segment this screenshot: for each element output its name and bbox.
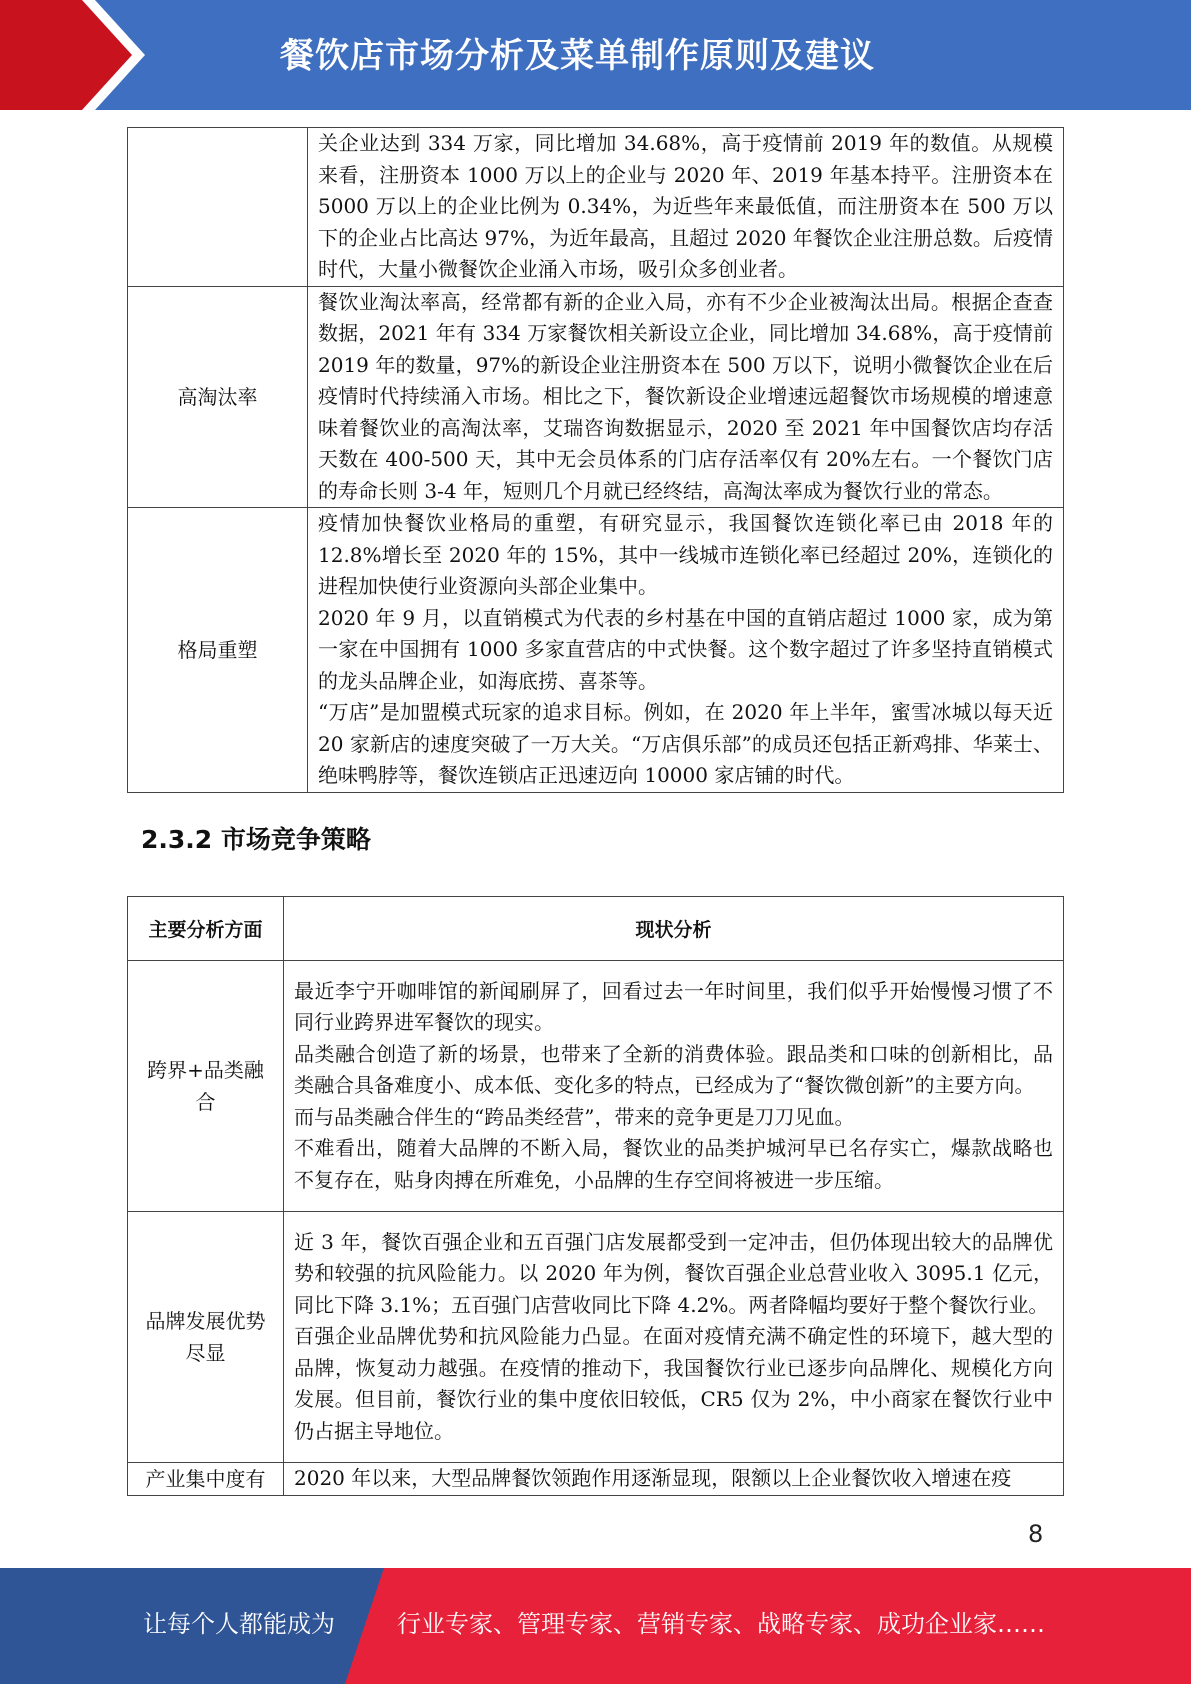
table-row [128, 128, 1064, 287]
content-paragraph: 2020 年以来，大型品牌餐饮领跑作用逐渐显现，限额以上企业餐饮收入增速在疫 [294, 1466, 1012, 1491]
content-paragraph: 百强企业品牌优势和抗风险能力凸显。在面对疫情充满不确定性的环境下，越大型的品牌，恢复动力越强。在疫情的推动下，我国餐饮行业已逐步向品牌化、规模化方向发展。但目前，餐饮行业的集中度依旧较低，CR5 仅为 2%，中小商家在餐饮行业中仍占据主导地位。 [294, 1324, 1053, 1443]
page-header [0, 0, 1191, 110]
row-content [284, 1463, 1064, 1496]
row-content [308, 508, 1064, 793]
table-row [128, 1212, 1064, 1463]
section-heading: 2.3.2 市场竞争策略 [141, 825, 371, 854]
content-paragraph: 最近李宁开咖啡馆的新闻刷屏了，回看过去一年时间里，我们似乎开始慢慢习惯了不同行业跨界进军餐饮的现实。 [294, 978, 1053, 1035]
column-header-analysis: 现状分析 [284, 897, 1064, 961]
document-title: 餐饮店市场分析及菜单制作原则及建议 [280, 36, 875, 76]
content-paragraph: 餐饮业淘汰率高，经常都有新的企业入局，亦有不少企业被淘汰出局。根据企查查数据，2021 年有 334 万家餐饮相关新设立企业，同比增加 34.68%，高于疫情前 2019 年的数量，97%的新设企业注册资本在 500 万以下，说明小微餐饮企业在后疫情时代持续涌入市场。相比之下，餐饮新设企业增速远超餐饮市场规模的增速意味着餐饮业的高淘汰率，艾瑞咨询数据显示，2020 至 2021 年中国餐饮店均存活天数在 400-500 天，其中无会员体系的门店存活率仅有 20%左右。一个餐饮门店的寿命长则 3-4 年，短则几个月就已经终结，高淘汰率成为餐饮行业的常态。 [318, 289, 1053, 503]
column-header-aspect: 主要分析方面 [128, 897, 284, 961]
content-paragraph: 品类融合创造了新的场景，也带来了全新的消费体验。跟品类和口味的创新相比，品类融合具备难度小、成本低、变化多的特点，已经成为了“餐饮微创新”的主要方向。 [294, 1041, 1053, 1098]
footer-slogan-right: 行业专家、管理专家、营销专家、战略专家、成功企业家…… [397, 1610, 1045, 1638]
table-row [128, 286, 1064, 508]
row-content [308, 286, 1064, 508]
row-label: 高淘汰率 [128, 286, 308, 508]
content-paragraph: 疫情加快餐饮业格局的重塑，有研究显示，我国餐饮连锁化率已由 2018 年的 12.8%增长至 2020 年的 15%，其中一线城市连锁化率已经超过 20%，连锁化的进程加快使行业资源向头部企业集中。 [318, 511, 1053, 598]
footer-slogan-left: 让每个人都能成为 [143, 1610, 335, 1638]
row-content [284, 1212, 1064, 1463]
row-label: 格局重塑 [128, 508, 308, 793]
content-paragraph: “万店”是加盟模式玩家的追求目标。例如，在 2020 年上半年，蜜雪冰城以每天近 20 家新店的速度突破了一万大关。“万店俱乐部”的成员还包括正新鸡排、华莱士、绝味鸭脖等，餐饮连锁店正迅速迈向 10000 家店铺的时代。 [318, 700, 1053, 787]
table-row [128, 961, 1064, 1212]
row-label [128, 128, 308, 287]
market-analysis-table-continued [127, 127, 1064, 793]
content-paragraph: 关企业达到 334 万家，同比增加 34.68%，高于疫情前 2019 年的数值。从规模来看，注册资本 1000 万以上的企业与 2020 年、2019 年基本持平。注册资本在 5000 万以上的企业比例为 0.34%，为近些年来最低值，而注册资本在 500 万以下的企业占比高达 97%，为近年最高，且超过 2020 年餐饮企业注册总数。后疫情时代，大量小微餐饮企业涌入市场，吸引众多创业者。 [318, 131, 1053, 281]
row-label: 跨界+品类融合 [128, 961, 284, 1212]
competition-strategy-table [127, 896, 1064, 1496]
table-row [128, 1463, 1064, 1496]
content-paragraph: 近 3 年，餐饮百强企业和五百强门店发展都受到一定冲击，但仍体现出较大的品牌优势和较强的抗风险能力。以 2020 年为例，餐饮百强企业总营业收入 3095.1 亿元，同比下降 3.1%；五百强门店营收同比下降 4.2%。两者降幅均要好于整个餐饮行业。 [294, 1229, 1053, 1317]
row-label: 产业集中度有 [128, 1463, 284, 1496]
header-arrow-decoration [0, 0, 145, 110]
row-content [308, 128, 1064, 287]
page-number: 8 [1028, 1520, 1044, 1548]
table-header-row [128, 897, 1064, 961]
content-paragraph: 而与品类融合伴生的“跨品类经营”，带来的竞争更是刀刀见血。 [294, 1104, 855, 1129]
table-row [128, 508, 1064, 793]
row-content [284, 961, 1064, 1212]
content-paragraph: 不难看出，随着大品牌的不断入局，餐饮业的品类护城河早已名存实亡，爆款战略也不复存在，贴身肉搏在所难免，小品牌的生存空间将被进一步压缩。 [294, 1136, 1053, 1192]
row-label: 品牌发展优势尽显 [128, 1212, 284, 1463]
page-footer [0, 1568, 1191, 1684]
content-paragraph: 2020 年 9 月，以直销模式为代表的乡村基在中国的直销店超过 1000 家，成为第一家在中国拥有 1000 多家直营店的中式快餐。这个数字超过了许多坚持直销模式的龙头品牌企业，如海底捞、喜茶等。 [318, 605, 1053, 693]
